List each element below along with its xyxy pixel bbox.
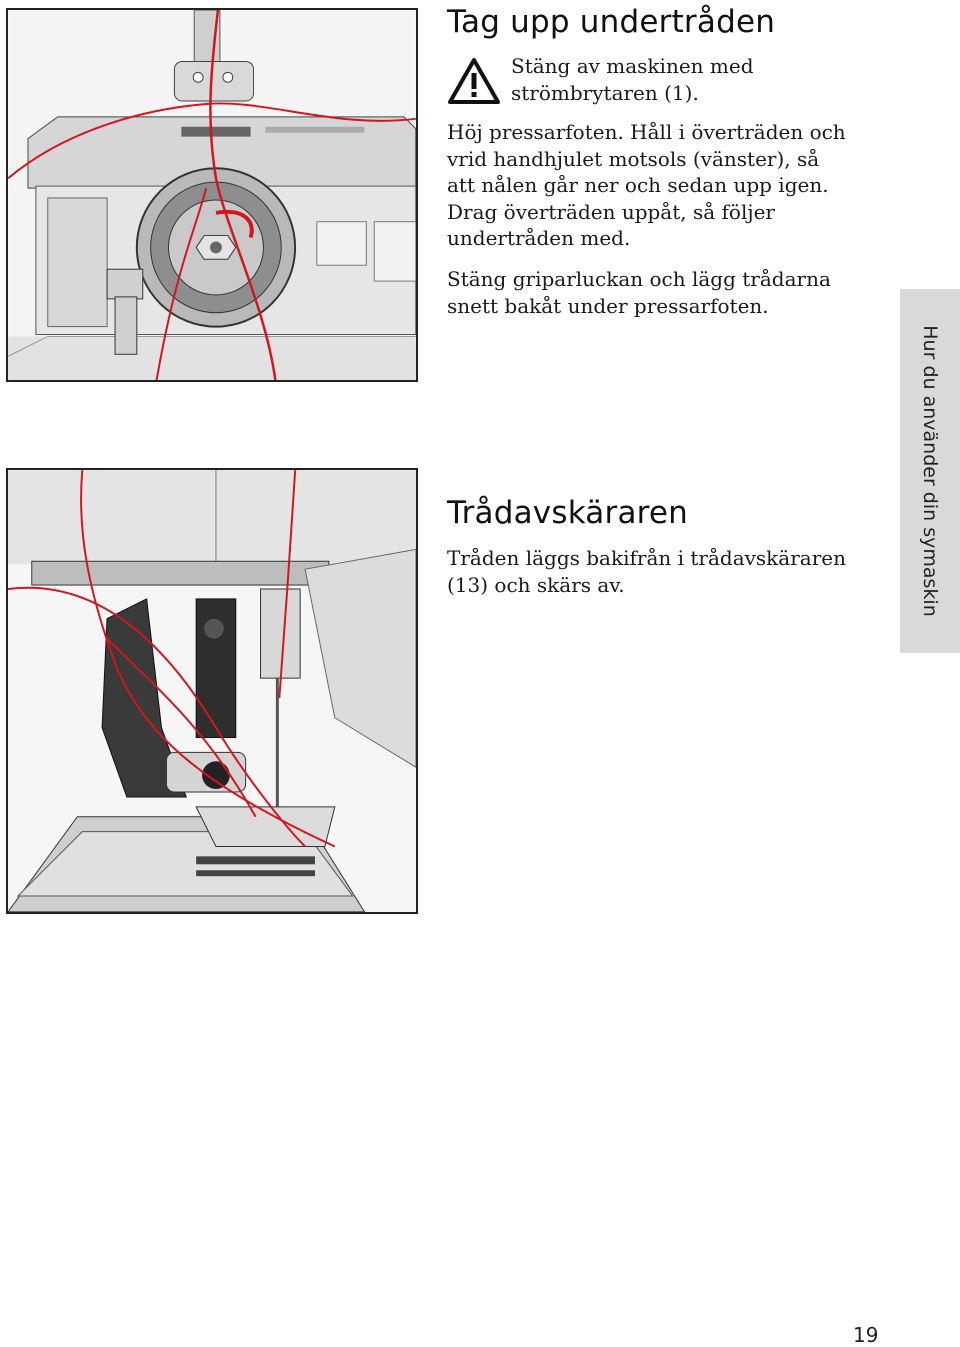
thread-cutter-paragraph: Tråden läggs bakifrån i trådavskäraren (13) och skärs av.	[447, 546, 846, 597]
section-heading-bobbin: Tag upp undertråden	[447, 4, 776, 40]
section-heading-thread-cutter: Trådavskäraren	[447, 495, 689, 531]
instruction-paragraph-2: Stäng griparluckan och lägg trådarna snett bakåt under pressarfoten.	[447, 267, 831, 318]
bobbin-area-illustration	[6, 8, 418, 382]
chapter-side-tab	[900, 289, 960, 653]
chapter-side-tab-label: Hur du använder din symaskin	[919, 325, 941, 617]
thread-cutter-illustration	[6, 468, 418, 914]
warning-text: Stäng av maskinen med strömbrytaren (1).	[511, 54, 754, 105]
warning-triangle-icon	[447, 57, 501, 105]
page-number: 19	[853, 1323, 879, 1347]
instruction-paragraph-1: Höj pressarfoten. Håll i överträden och vrid handhjulet motsols (vänster), så att nålen går ner och sedan upp igen. Drag överträden uppåt, så följer undertråden med.	[447, 120, 846, 250]
